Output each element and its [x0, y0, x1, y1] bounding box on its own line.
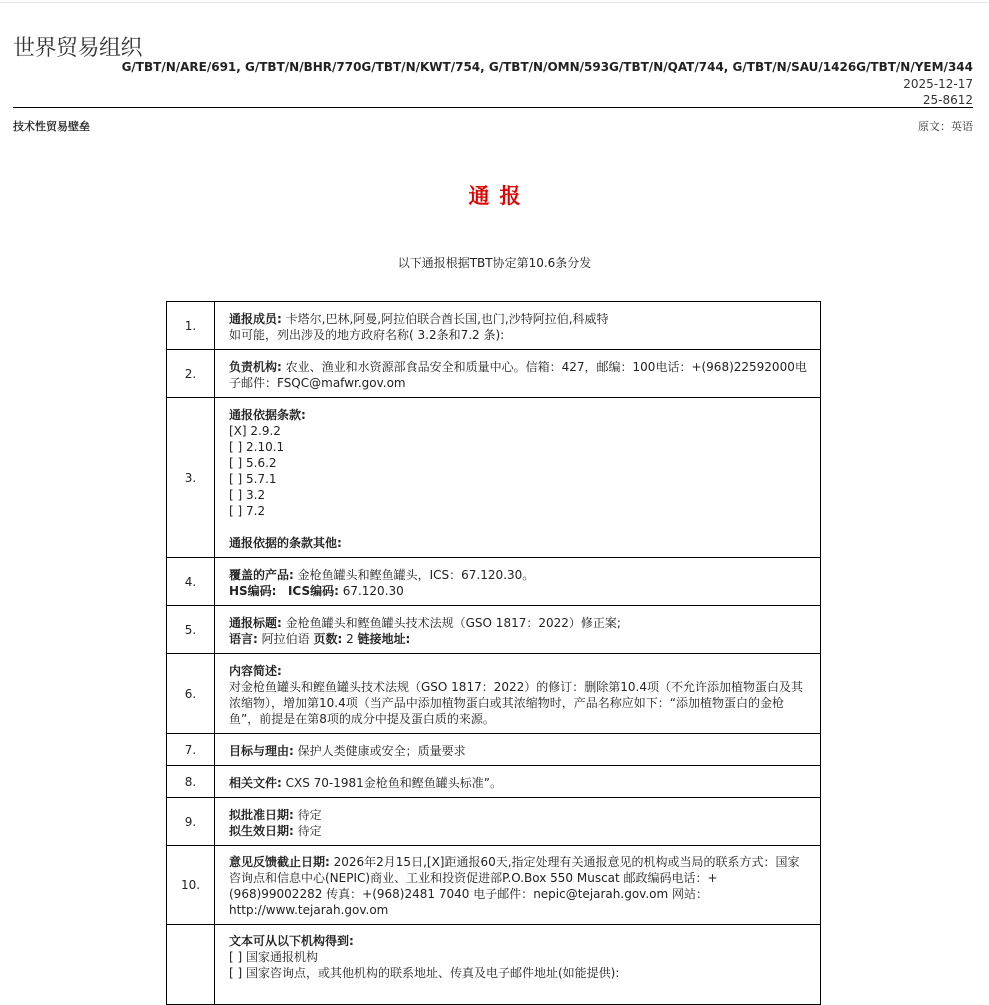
document-ref: 25-8612	[922, 93, 973, 107]
row-content	[215, 798, 821, 846]
table-row	[167, 846, 821, 925]
table-row	[167, 302, 821, 350]
field-label: 意见反馈截止日期:	[229, 855, 330, 869]
field-label: 内容简述:	[229, 663, 282, 678]
field-label: 拟批准日期:	[229, 807, 294, 822]
row-content	[215, 766, 821, 798]
field-value: CXS 70-1981金枪鱼和鲣鱼罐头标准”。	[281, 775, 503, 790]
committee-name: 技术性贸易壁垒	[13, 120, 90, 133]
row-number: 9.	[167, 798, 215, 846]
field-label: 目标与理由:	[229, 743, 294, 758]
row-content	[215, 654, 821, 734]
table-row	[167, 654, 821, 734]
row-content	[215, 606, 821, 654]
row-number: 7.	[167, 734, 215, 766]
field-label: 覆盖的产品:	[229, 567, 294, 582]
row-number: 3.	[167, 398, 215, 558]
field-label: 通报成员:	[229, 311, 282, 326]
row-content	[215, 734, 821, 766]
field-note: 如可能，列出涉及的地方政府名称( 3.2条和7.2 条):	[229, 327, 505, 342]
field-value: 阿拉伯语	[257, 631, 314, 646]
original-language: 原文：英语	[918, 120, 973, 133]
header-divider	[13, 107, 973, 108]
table-row	[167, 734, 821, 766]
checkbox-option: [ ] 7.2	[229, 503, 266, 518]
row-number: 8.	[167, 766, 215, 798]
field-label: 负责机构:	[229, 359, 282, 374]
field-label: 通报标题:	[229, 615, 282, 630]
row-content	[215, 350, 821, 398]
field-label: ICS编码:	[287, 583, 339, 598]
field-label: HS编码:	[229, 583, 277, 598]
field-value: 2	[342, 631, 358, 646]
row-content	[215, 846, 821, 925]
field-value: 2026年2月15日,[X]距通报60天,指定处理有关通报意见的机构或当局的联系方式：国家咨询点和信息中心(NEPIC)商业、工业和投资促进部P.O.Box 550 Muscat 邮政编码电话：+(968)99002282 传真：+(968)2481 7040 电子邮件：nepic@tejarah.gov.om 网站：http://www.tejarah.gov.om	[229, 855, 800, 917]
field-value: 金枪鱼罐头和鲣鱼罐头技术法规（GSO 1817：2022）修正案;	[281, 615, 621, 630]
field-label: 链接地址:	[357, 631, 411, 646]
field-label: 语言:	[229, 631, 258, 646]
checkbox-option: [X] 2.9.2	[229, 423, 281, 438]
page-subtitle: 以下通报根据TBT协定第10.6条分发	[397, 256, 592, 270]
row-content	[215, 925, 821, 1005]
checkbox-option: [ ] 5.6.2	[229, 455, 277, 470]
field-label: 拟生效日期:	[229, 823, 294, 838]
checkbox-option: [ ] 国家咨询点，或其他机构的联系地址、传真及电子邮件地址(如能提供):	[229, 966, 620, 980]
field-value: 待定	[293, 807, 322, 822]
table-row	[167, 925, 821, 1005]
field-value: 卡塔尔,巴林,阿曼,阿拉伯联合酋长国,也门,沙特阿拉伯,科威特	[281, 311, 609, 326]
checkbox-option: [ ] 2.10.1	[229, 439, 285, 454]
row-content	[215, 302, 821, 350]
row-number: 2.	[167, 350, 215, 398]
field-label: 页数:	[313, 631, 343, 646]
row-number: 6.	[167, 654, 215, 734]
field-label: 文本可从以下机构得到:	[229, 934, 354, 948]
field-label: 通报依据的条款其他:	[229, 535, 342, 550]
checkbox-option: [ ] 国家通报机构	[229, 950, 318, 964]
row-number: 1.	[167, 302, 215, 350]
document-symbol: G/TBT/N/ARE/691, G/TBT/N/BHR/770G/TBT/N/KWT/754, G/TBT/N/OMN/593G/TBT/N/QAT/744, G/TBT/N/SAU/1426G/TBT/N/YEM/344	[121, 60, 973, 74]
table-row	[167, 558, 821, 606]
checkbox-option: [ ] 5.7.1	[229, 471, 277, 486]
table-row	[167, 798, 821, 846]
table-row	[167, 606, 821, 654]
table-row	[167, 398, 821, 558]
table-row	[167, 350, 821, 398]
field-value: 67.120.30	[338, 583, 404, 598]
document-date: 2025-12-17	[903, 77, 973, 91]
field-label: 通报依据条款:	[229, 407, 306, 422]
page-title: 通报	[468, 184, 531, 208]
table-row	[167, 766, 821, 798]
field-value: 待定	[293, 823, 322, 838]
field-value: 农业、渔业和水资源部食品安全和质量中心。信箱：427，邮编：100电话：+(968)22592000电子邮件：FSQC@mafwr.gov.om	[229, 359, 807, 390]
row-number	[167, 925, 215, 1005]
org-title: 世界贸易组织	[13, 36, 143, 61]
checkbox-option: [ ] 3.2	[229, 487, 266, 502]
row-number: 5.	[167, 606, 215, 654]
field-value: 保护人类健康或安全；质量要求	[293, 743, 466, 758]
field-value: 金枪鱼罐头和鲣鱼罐头，ICS：67.120.30。	[293, 567, 535, 582]
row-number: 4.	[167, 558, 215, 606]
row-content	[215, 398, 821, 558]
field-value: 对金枪鱼罐头和鲣鱼罐头技术法规（GSO 1817：2022）的修订：删除第10.4项（不允许添加植物蛋白及其浓缩物），增加第10.4项（当产品中添加植物蛋白或其浓缩物时，产品名称应如下：“添加植物蛋白的金枪鱼”，前提是在第8项的成分中提及蛋白质的来源。	[229, 679, 803, 726]
notification-table	[166, 301, 821, 1005]
field-label: 相关文件:	[229, 775, 282, 790]
row-content	[215, 558, 821, 606]
top-rule	[0, 2, 989, 3]
row-number: 10.	[167, 846, 215, 925]
